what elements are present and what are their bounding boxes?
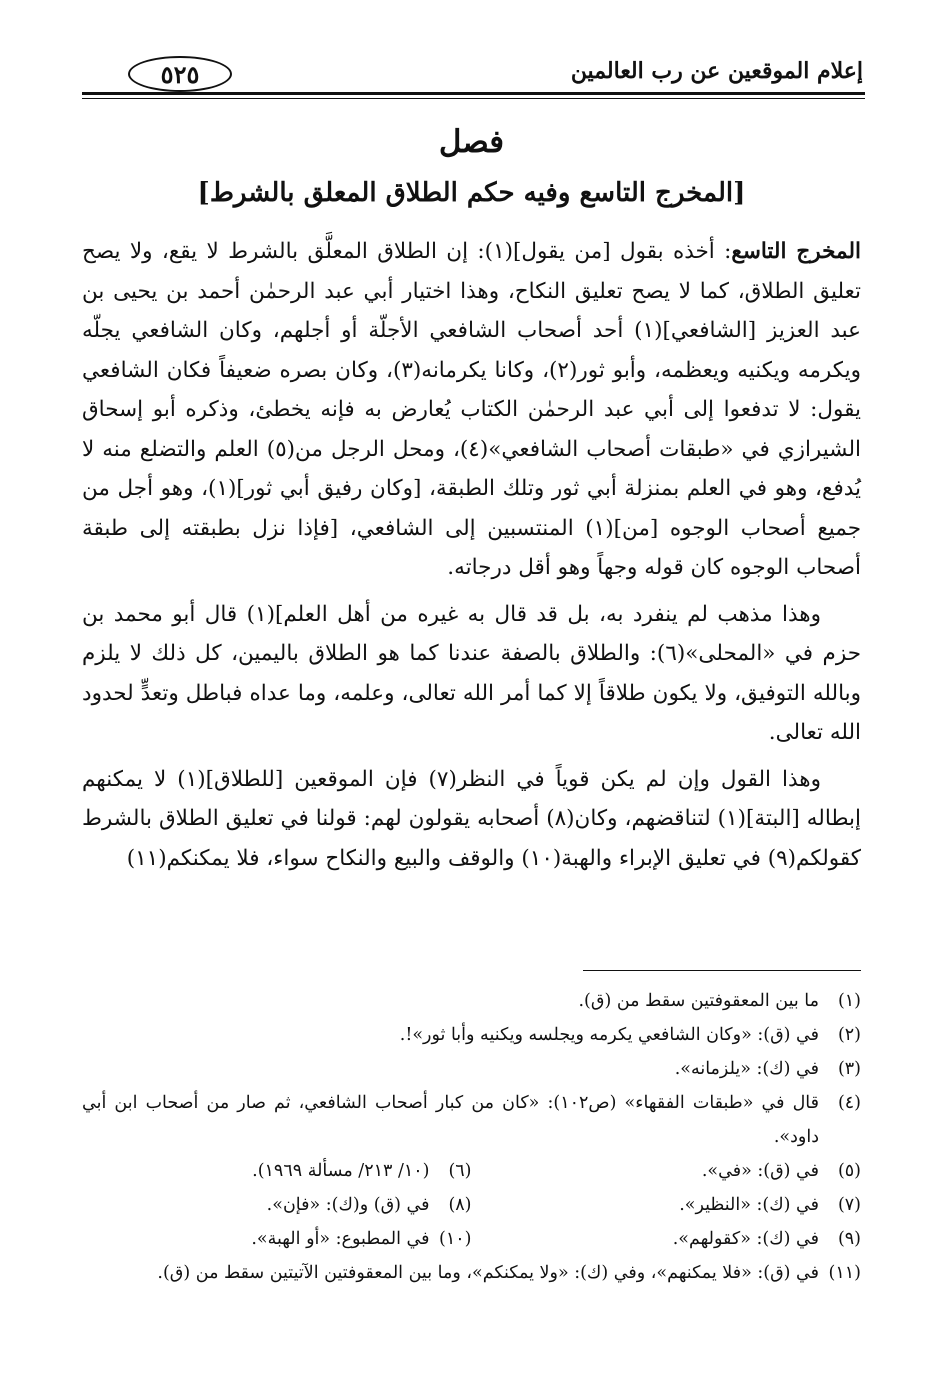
section-heading: فصل — [438, 124, 505, 160]
footnote-8 — [82, 1188, 472, 1222]
main-text — [82, 232, 861, 885]
footnote-7 — [472, 1188, 862, 1222]
footnote-text: (١٠/ ٢١٣/ مسألة ١٩٦٩). — [252, 1161, 430, 1181]
footnote-1 — [82, 984, 861, 1018]
footnote-number: (٨) — [448, 1195, 472, 1215]
footnote-text: في (ق): «فلا يمكنهم»، وفي (ك): «ولا يمكنكم»، وما بين المعقوفتين الآتيتين سقط من (ق). — [157, 1263, 819, 1283]
footnote-number: (٢) — [837, 1025, 861, 1045]
footnote-row — [82, 1188, 861, 1222]
footnote-text: في (ق): «في». — [701, 1161, 819, 1181]
footnote-5 — [472, 1154, 862, 1188]
footnote-text: في (ق) و(ك): «فإن». — [266, 1195, 430, 1215]
page-number-badge: ٥٢٥ — [128, 56, 232, 92]
footnote-number: (٧) — [837, 1195, 861, 1215]
footnote-number: (٥) — [837, 1161, 861, 1181]
running-title: إعلام الموقعين عن رب العالمين — [570, 58, 863, 84]
footnote-number: (٣) — [837, 1059, 861, 1079]
footnote-text: في (ق): «وكان الشافعي يكرمه ويجلسه ويكنيه وأبا ثور»!. — [399, 1025, 819, 1045]
footnote-number: (٤) — [837, 1093, 861, 1113]
footnote-text: في (ك): «يلزمانه». — [674, 1059, 819, 1079]
paragraph-lead: المخرج التاسع — [731, 239, 862, 264]
paragraph-1-text: : أخذه بقول [من يقول](١): إن الطلاق المعلَّق بالشرط لا يقع، ولا يصح تعليق الطلاق، كما لا يصح تعليق النكاح، وهذا اختيار أبي عبد الرحمٰن أحمد بن يحيى بن عبد العزيز [الشافعي](١) أحد أصحاب الشافعي الأجلّة أو أجلهم، وكان الشافعي يجلّه ويكرمه ويكنيه ويعظمه، وأبو ثور(٢)، وكانا يكرمانه(٣)، وكان بصره ضعيفاً فكان الشافعي يقول: لا تدفعوا إلى أبي عبد الرحمٰن الكتاب يُعارض به فإنه يخطئ، وذكره أبو إسحاق الشيرازي في «طبقات أصحاب الشافعي»(٤)، ومحل الرجل من(٥) العلم والتضلع منه لا يُدفع، وهو في العلم بمنزلة أبي ثور وتلك الطبقة، [وكان رفيق أبي ثور](١)، وهو أجل من جميع أصحاب الوجوه [من](١) المنتسبين إلى الشافعي، [فإذا نزل بطبقته إلى طبقة أصحاب الوجوه كان قوله وجهاً وهو أقل درجاته. — [82, 239, 861, 580]
footnote-text: قال في «طبقات الفقهاء» (ص١٠٢): «كان من كبار أصحاب الشافعي، ثم صار من أصحاب ابن أبي داود». — [82, 1093, 819, 1147]
footnote-text: في (ك): «النظير». — [679, 1195, 819, 1215]
footnote-number: (١١) — [828, 1263, 861, 1283]
header-rule-thin — [82, 98, 865, 99]
footnote-row — [82, 1154, 861, 1188]
footnote-row — [82, 1222, 861, 1256]
footnote-text: في (ك): «كقولهم». — [672, 1229, 819, 1249]
footnote-6 — [82, 1154, 472, 1188]
footnote-divider — [583, 970, 861, 971]
footnote-text: ما بين المعقوفتين سقط من (ق). — [578, 991, 819, 1011]
paragraph-1 — [82, 232, 861, 588]
footnote-11 — [82, 1256, 861, 1290]
paragraph-2: وهذا مذهب لم ينفرد به، بل قد قال به غيره من أهل العلم](١) قال أبو محمد بن حزم في «المحلى»(٦): والطلاق بالصفة عندنا كما هو الطلاق باليمين، كل ذلك لا يلزم وبالله التوفيق، ولا يكون طلاقاً إلا كما أمر الله تعالى، وعلمه، وما عداه فباطل وتعدٍّ لحدود الله تعالى. — [82, 601, 861, 745]
paragraph-3: وهذا القول وإن لم يكن قوياً في النظر(٧) فإن الموقعين [للطلاق](١) لا يمكنهم إبطاله [البتة](١) لتناقضهم، وكان(٨) أصحابه يقولون لهم: قولنا في تعليق الطلاق بالشرط كقولكم(٩) في تعليق الإبراء والهبة(١٠) والوقف والبيع والنكاح سواء، فلا يمكنكم(١١) — [82, 766, 862, 871]
footnote-number: (١) — [837, 991, 861, 1011]
chapter-heading: [المخرج التاسع وفيه حكم الطلاق المعلق بالشرط] — [197, 178, 746, 208]
footnote-number: (٩) — [837, 1229, 861, 1249]
footnote-2 — [82, 1018, 861, 1052]
footnote-number: (٦) — [448, 1161, 472, 1181]
footnote-number: (١٠) — [439, 1229, 472, 1249]
page-header — [82, 52, 865, 100]
footnote-4 — [82, 1086, 861, 1154]
header-rule-thick — [82, 92, 865, 95]
footnotes — [82, 984, 861, 1290]
footnote-text: في المطبوع: «أو الهبة». — [251, 1229, 430, 1249]
footnote-3 — [82, 1052, 861, 1086]
footnote-9 — [472, 1222, 862, 1256]
footnote-10 — [82, 1222, 472, 1256]
